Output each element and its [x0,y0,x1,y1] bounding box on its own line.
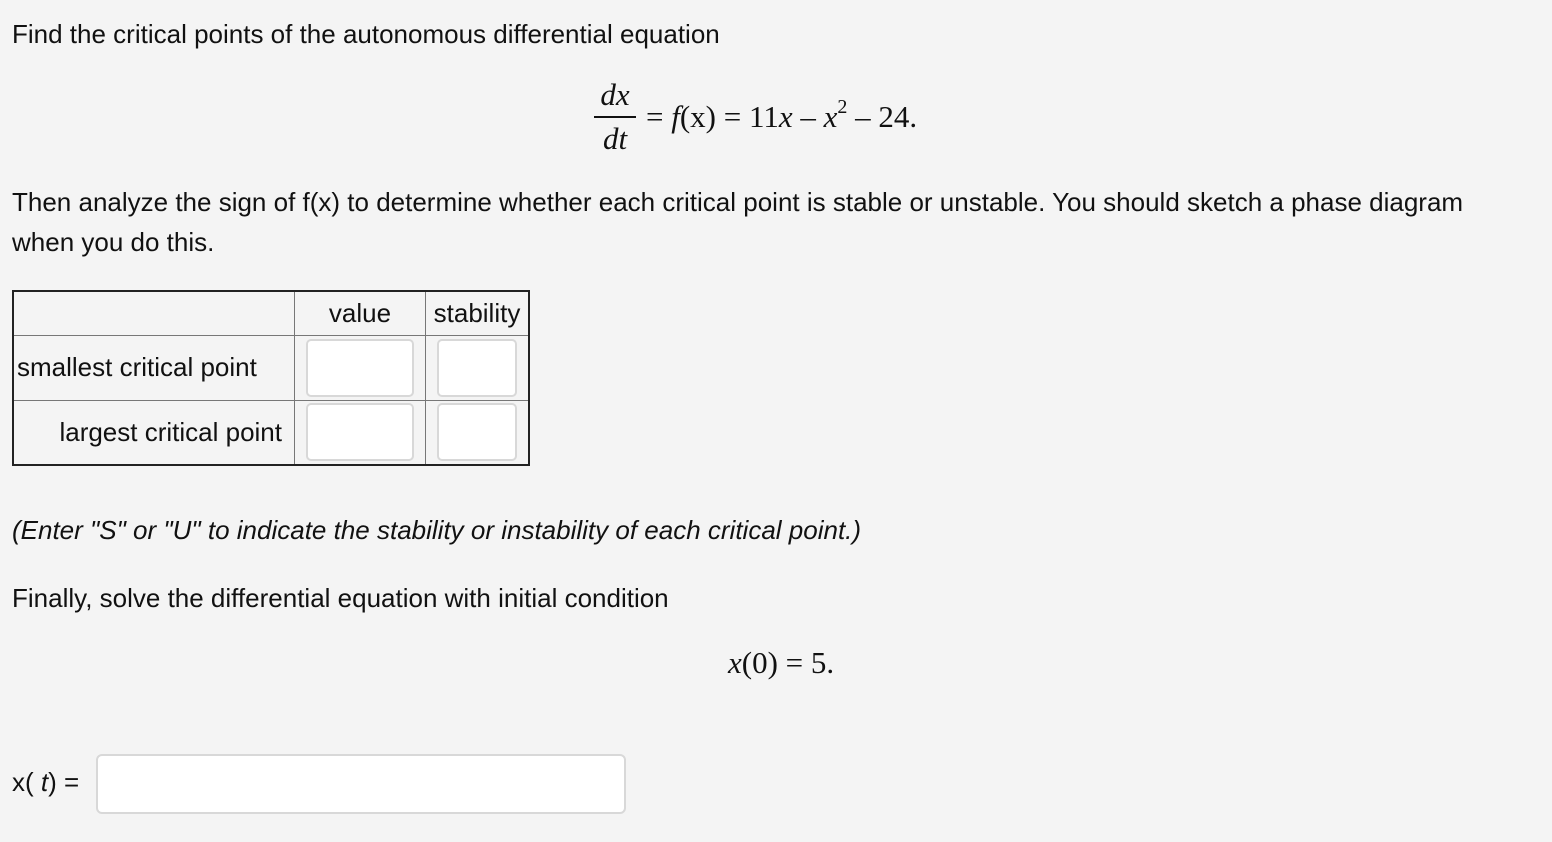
initial-condition: x(0) = 5. [728,645,835,680]
header-stability: stability [426,291,530,335]
finally-text: Finally, solve the differential equation with initial condition [12,583,669,613]
table-row [13,400,529,465]
solution-input[interactable] [96,754,626,814]
derivative-fraction [594,78,636,156]
table-header-row [13,291,529,335]
fraction-bar [594,116,636,118]
critical-points-table [12,290,530,466]
largest-value-input[interactable] [306,403,414,461]
smallest-stability-input[interactable] [437,339,517,397]
equation-rhs: = $f(x) = 11x - x^2 - 24$. [646,96,918,134]
row-label-largest: largest critical point [13,400,295,465]
row-label-smallest: smallest critical point [13,335,295,400]
smallest-value-input[interactable] [306,339,414,397]
solution-label: x( t) = [12,767,80,797]
stability-note: (Enter "S" or "U" to indicate the stability or instability of each critical point.) [12,515,862,545]
largest-stability-input[interactable] [437,403,517,461]
intro-text: Find the critical points of the autonomous differential equation [12,19,720,49]
instructions-text: Then analyze the sign of f(x) to determine whether each critical point is stable or unstable. You should sketch a phase diagram when you do this. [12,187,1464,257]
header-empty [13,291,295,335]
fraction-denominator: dt [602,121,628,156]
fraction-numerator: dx [600,77,630,112]
header-value: value [295,291,426,335]
table-row [13,335,529,400]
